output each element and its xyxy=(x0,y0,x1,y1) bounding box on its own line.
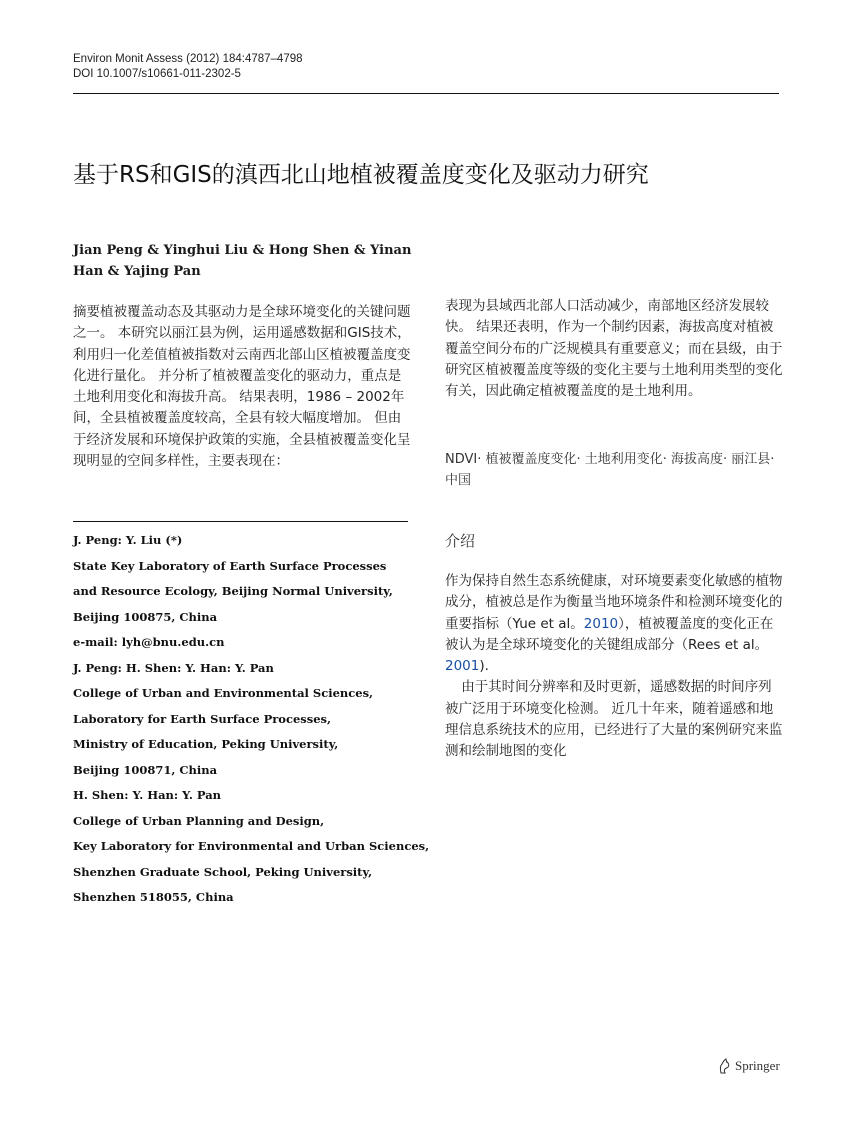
affiliation-line: Beijing 100875, China xyxy=(73,609,218,624)
doi: DOI 10.1007/s10661-011-2302-5 xyxy=(73,68,241,80)
intro-paragraph-1 xyxy=(445,571,783,677)
text-run: ），植被覆盖度的变化正在被认为是全球环境变化的关键组成部分（Rees et al。 xyxy=(445,615,774,653)
affiliation-rule xyxy=(73,521,408,522)
text-run: ). xyxy=(479,658,489,675)
publisher-name: Springer xyxy=(735,1058,780,1073)
affiliation-line: Ministry of Education, Peking University, xyxy=(73,737,339,751)
journal-header xyxy=(73,52,303,82)
affiliation-line: Beijing 100871, China xyxy=(73,762,218,777)
paper-title: 基于RS和GIS的滇西北山地植被覆盖度变化及驱动力研究 xyxy=(73,162,649,188)
email-link[interactable]: e-mail: lyh@bnu.edu.cn xyxy=(73,635,225,649)
keywords: NDVI· 植被覆盖度变化· 土地利用变化· 海拔高度· 丽江县· 中国 xyxy=(445,452,775,488)
section-heading-introduction: 介绍 xyxy=(445,532,476,550)
affiliation-line: College of Urban Planning and Design, xyxy=(73,813,325,828)
affiliation-line: and Resource Ecology, Beijing Normal University, xyxy=(73,584,393,598)
affiliation-line: State Key Laboratory of Earth Surface Processes xyxy=(73,558,387,573)
journal-citation: Environ Monit Assess (2012) 184:4787–4798 xyxy=(73,53,303,65)
springer-horse-icon xyxy=(718,1058,731,1074)
affiliation-line: J. Peng: H. Shen: Y. Han: Y. Pan xyxy=(73,660,274,675)
introduction-body xyxy=(445,571,783,763)
affiliations xyxy=(73,528,433,911)
citation-link[interactable]: 2010 xyxy=(583,615,619,632)
intro-paragraph-2: 由于其时间分辨率和及时更新，遥感数据的时间序列被广泛用于环境变化检测。 近几十年来，随着遥感和地理信息系统技术的应用，已经进行了大量的案例研究来监测和绘制地图的变化 xyxy=(445,679,783,760)
publisher-logo xyxy=(718,1058,780,1074)
abstract-right-column: 表现为县域西北部人口活动减少，南部地区经济发展较快。 结果还表明，作为一个制约因素，海拔高度对植被覆盖空间分布的广泛规模具有重要意义；而在县级，由于研究区植被覆盖度等级的变化主要与土地利用类型的变化有关，因此确定植被覆盖度的是土地利用。 xyxy=(445,298,783,400)
abstract-left-column: 摘要植被覆盖动态及其驱动力是全球环境变化的关键问题之一。 本研究以丽江县为例，运用遥感数据和GIS技术，利用归一化差值植被指数对云南西北部山区植被覆盖度变化进行量化。 并分析了植被覆盖变化的驱动力，重点是土地利用变化和海拔升高。 结果表明，1986 – 2002年间，全县植被覆盖度较高，全县有较大幅度增加。 但由于经济发展和环境保护政策的实施，全县植被覆盖变化呈现明显的空间多样性，主要表现在： xyxy=(73,304,411,470)
affiliation-line: Shenzhen Graduate School, Peking University, xyxy=(73,864,373,879)
affiliation-line: J. Peng: Y. Liu (*) xyxy=(73,533,183,547)
author-list: Jian Peng & Yinghui Liu & Hong Shen & Yinan Han & Yajing Pan xyxy=(73,243,412,279)
affiliation-line: Key Laboratory for Environmental and Urban Sciences, xyxy=(73,839,430,853)
affiliation-line: Laboratory for Earth Surface Processes, xyxy=(73,711,332,726)
affiliation-line: College of Urban and Environmental Sciences, xyxy=(73,686,374,700)
affiliation-line: H. Shen: Y. Han: Y. Pan xyxy=(73,788,222,802)
text-run: 作为保持自然生态系统健康，对环境要素变化敏感的植物成分，植被总是作为衡量当地环境条件和检测环境变化的重要指标（Yue et al。 xyxy=(445,573,783,632)
affiliation-line: Shenzhen 518055, China xyxy=(73,890,234,904)
citation-link[interactable]: 2001 xyxy=(445,658,480,675)
header-rule xyxy=(73,93,779,94)
